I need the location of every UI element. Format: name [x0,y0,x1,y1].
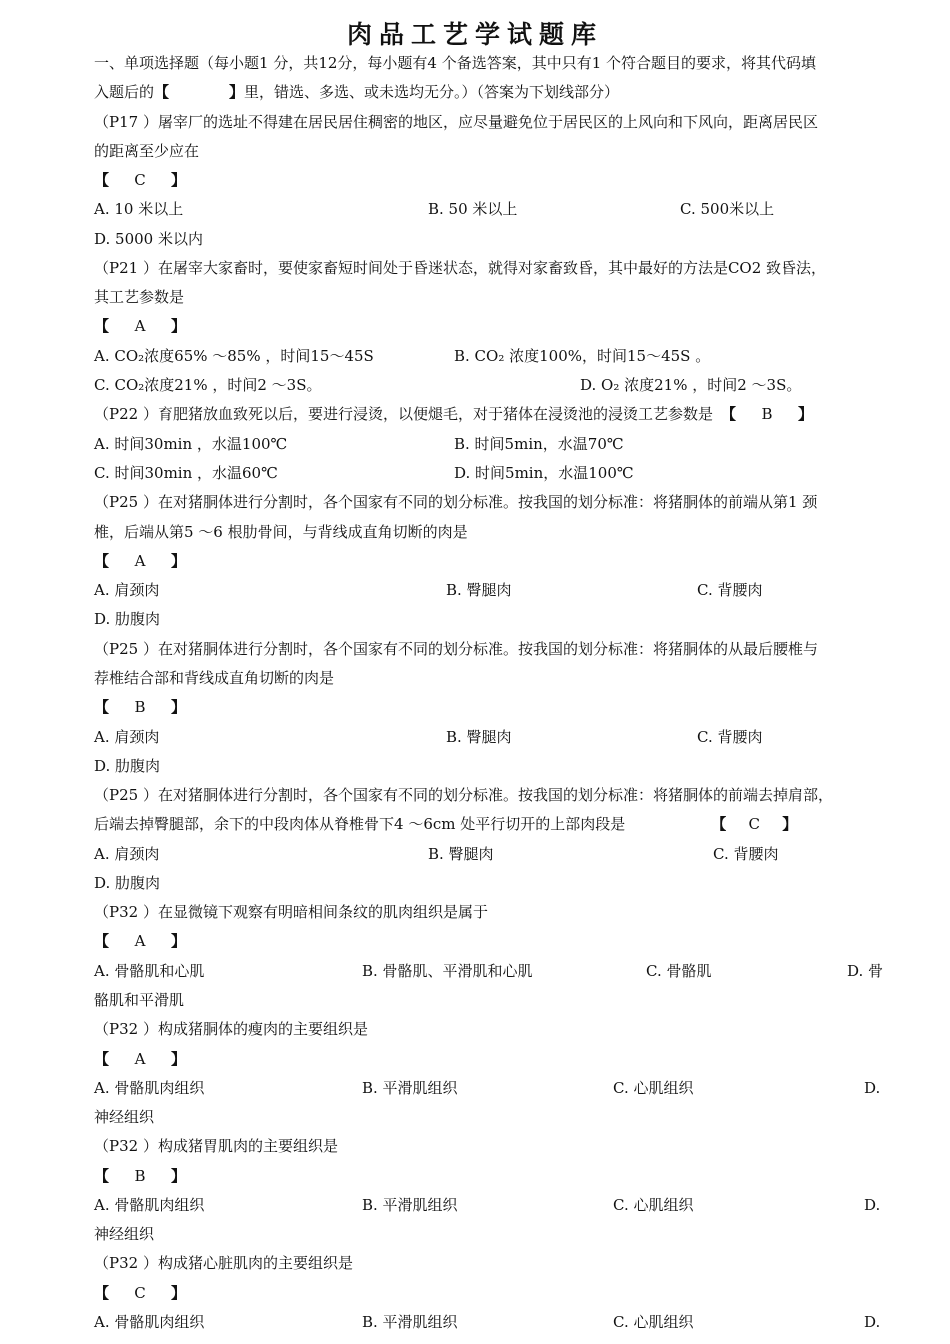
question-stem: 后端去掉臀腿部，余下的中段肉体从脊椎骨下4 ～6cm 处平行切开的上部肉段是 [94,815,626,833]
question-stem: （P25 ）在对猪胴体进行分割时，各个国家有不同的划分标准。按我国的划分标准：将猪胴体的前端从第1 颈 [94,493,818,511]
option-b: B. 50 米以上 [428,200,518,218]
answer-bracket: 【 C 】 [94,166,914,195]
answer-bracket: 【 A 】 [94,312,914,341]
question-stem: （P17 ）屠宰厂的选址不得建在居民居住稠密的地区，应尽量避免位于居民区的上风向和下风向，距离居民区 [94,113,818,131]
answer-value: C [748,815,761,833]
question-stem: （P32 ）构成猪胴体的瘦肉的主要组织是 [94,1020,368,1038]
option-d-continued: 骼肌和平滑肌 [94,991,185,1009]
option-c: C. 心肌组织 [613,1196,694,1214]
option-a: A. 骨骼肌肉组织 [94,1079,205,1097]
answer-bracket: 【 A 】 [94,1045,914,1074]
option-a: A. 肩颈肉 [94,728,160,746]
answer-bracket: 【 A 】 [94,927,914,956]
intro-text-b: 里，错选、多选、或未选均无分。）（答案为下划线部分） [244,83,620,101]
question-stem: 的距离至少应在 [94,142,200,160]
question-stem-line [94,400,914,429]
option-b: B. 平滑肌组织 [362,1196,458,1214]
blank-open: 【 [154,83,170,101]
option-c: C. 500米以上 [680,200,775,218]
question-stem-line [94,810,914,839]
answer-bracket: 【 C 】 [711,810,797,839]
option-c: C. 背腰肉 [697,728,763,746]
question-stem: 其工艺参数是 [94,288,185,306]
option-d-continued: 神经组织 [94,1108,155,1126]
question-stem: 荐椎结合部和背线成直角切断的肉是 [94,669,335,687]
option-d: D. 时间5min，水温100℃ [454,464,634,482]
blank-close: 】 [229,83,245,101]
option-d: D. 骨 [847,962,884,980]
answer-value: A [134,1050,146,1068]
option-c: C. 骨骼肌 [646,962,712,980]
answer-bracket: 【 C 】 [94,1279,914,1308]
answer-value: B [761,405,773,423]
answer-value: A [134,317,146,335]
option-b: B. 骨骼肌、平滑肌和心肌 [362,962,533,980]
question-stem: （P32 ）构成猪心脏肌肉的主要组织是 [94,1254,353,1272]
question-stem: （P32 ）在显微镜下观察有明暗相间条纹的肌肉组织是属于 [94,903,488,921]
question-stem: （P25 ）在对猪胴体进行分割时，各个国家有不同的划分标准。按我国的划分标准：将猪胴体的从最后腰椎与 [94,640,818,658]
option-b: B. 臀腿肉 [446,728,512,746]
option-a: A. CO₂浓度65% ～85% ，时间15～45S [94,347,374,365]
option-d: D. 肋腹肉 [94,757,161,775]
option-c: C. 背腰肉 [697,581,763,599]
option-b: B. 臀腿肉 [446,581,512,599]
option-c: C. 时间30min ，水温60℃ [94,464,278,482]
option-d: D. 肋腹肉 [94,610,161,628]
option-d: D. 肋腹肉 [94,874,161,892]
answer-value: C [134,1284,146,1302]
page-title: 肉品工艺学试题库 [346,20,603,49]
answer-value: B [134,698,146,716]
option-c: C. 背腰肉 [713,845,779,863]
option-a: A. 骨骼肌和心肌 [94,962,205,980]
option-a: A. 骨骼肌肉组织 [94,1196,205,1214]
option-a: A. 时间30min ，水温100℃ [94,435,288,453]
option-b: B. 平滑肌组织 [362,1313,458,1331]
option-b: B. 时间5min，水温70℃ [454,435,624,453]
option-d: D. [864,1196,881,1214]
option-d: D. 5000 米以内 [94,230,203,248]
answer-bracket: 【 B 】 [721,400,813,429]
option-a: A. 骨骼肌肉组织 [94,1313,205,1331]
question-stem: （P21 ）在屠宰大家畜时，要使家畜短时间处于昏迷状态，就得对家畜致昏，其中最好的方法是CO2 致昏法， [94,259,827,277]
option-b: B. 平滑肌组织 [362,1079,458,1097]
answer-bracket: 【 B 】 [94,1162,914,1191]
option-d: D. O₂ 浓度21% ，时间2 ～3S。 [580,376,802,394]
option-c: C. 心肌组织 [613,1079,694,1097]
option-c: C. CO₂浓度21% ，时间2 ～3S。 [94,376,322,394]
option-c: C. 心肌组织 [613,1313,694,1331]
option-d-continued: 神经组织 [94,1225,155,1243]
intro-text-a: 入题后的 [94,83,155,101]
option-a: A. 肩颈肉 [94,581,160,599]
intro-line-1: 一、单项选择题（每小题1 分，共12分，每小题有4 个备选答案，其中只有1 个符合题目的要求，将其代码填 [94,54,817,72]
answer-bracket: 【 A 】 [94,547,914,576]
option-d: D. [864,1313,881,1331]
answer-value: A [134,932,146,950]
intro-line-2 [94,78,914,107]
option-a: A. 肩颈肉 [94,845,160,863]
option-b: B. CO₂ 浓度100%，时间15～45S 。 [454,347,711,365]
option-d: D. [864,1079,881,1097]
answer-value: C [134,171,146,189]
question-stem: （P22 ）育肥猪放血致死以后，要进行浸烫，以便煺毛，对于猪体在浸烫池的浸烫工艺参数是 [94,405,713,423]
question-stem: （P25 ）在对猪胴体进行分割时，各个国家有不同的划分标准。按我国的划分标准：将猪胴体的前端去掉肩部， [94,786,833,804]
question-stem: 椎，后端从第5 ～6 根肋骨间，与背线成直角切断的肉是 [94,523,468,541]
answer-value: B [134,1167,146,1185]
option-a: A. 10 米以上 [94,200,184,218]
answer-bracket: 【 B 】 [94,693,914,722]
question-stem: （P32 ）构成猪胃肌肉的主要组织是 [94,1137,338,1155]
answer-value: A [134,552,146,570]
option-b: B. 臀腿肉 [428,845,494,863]
